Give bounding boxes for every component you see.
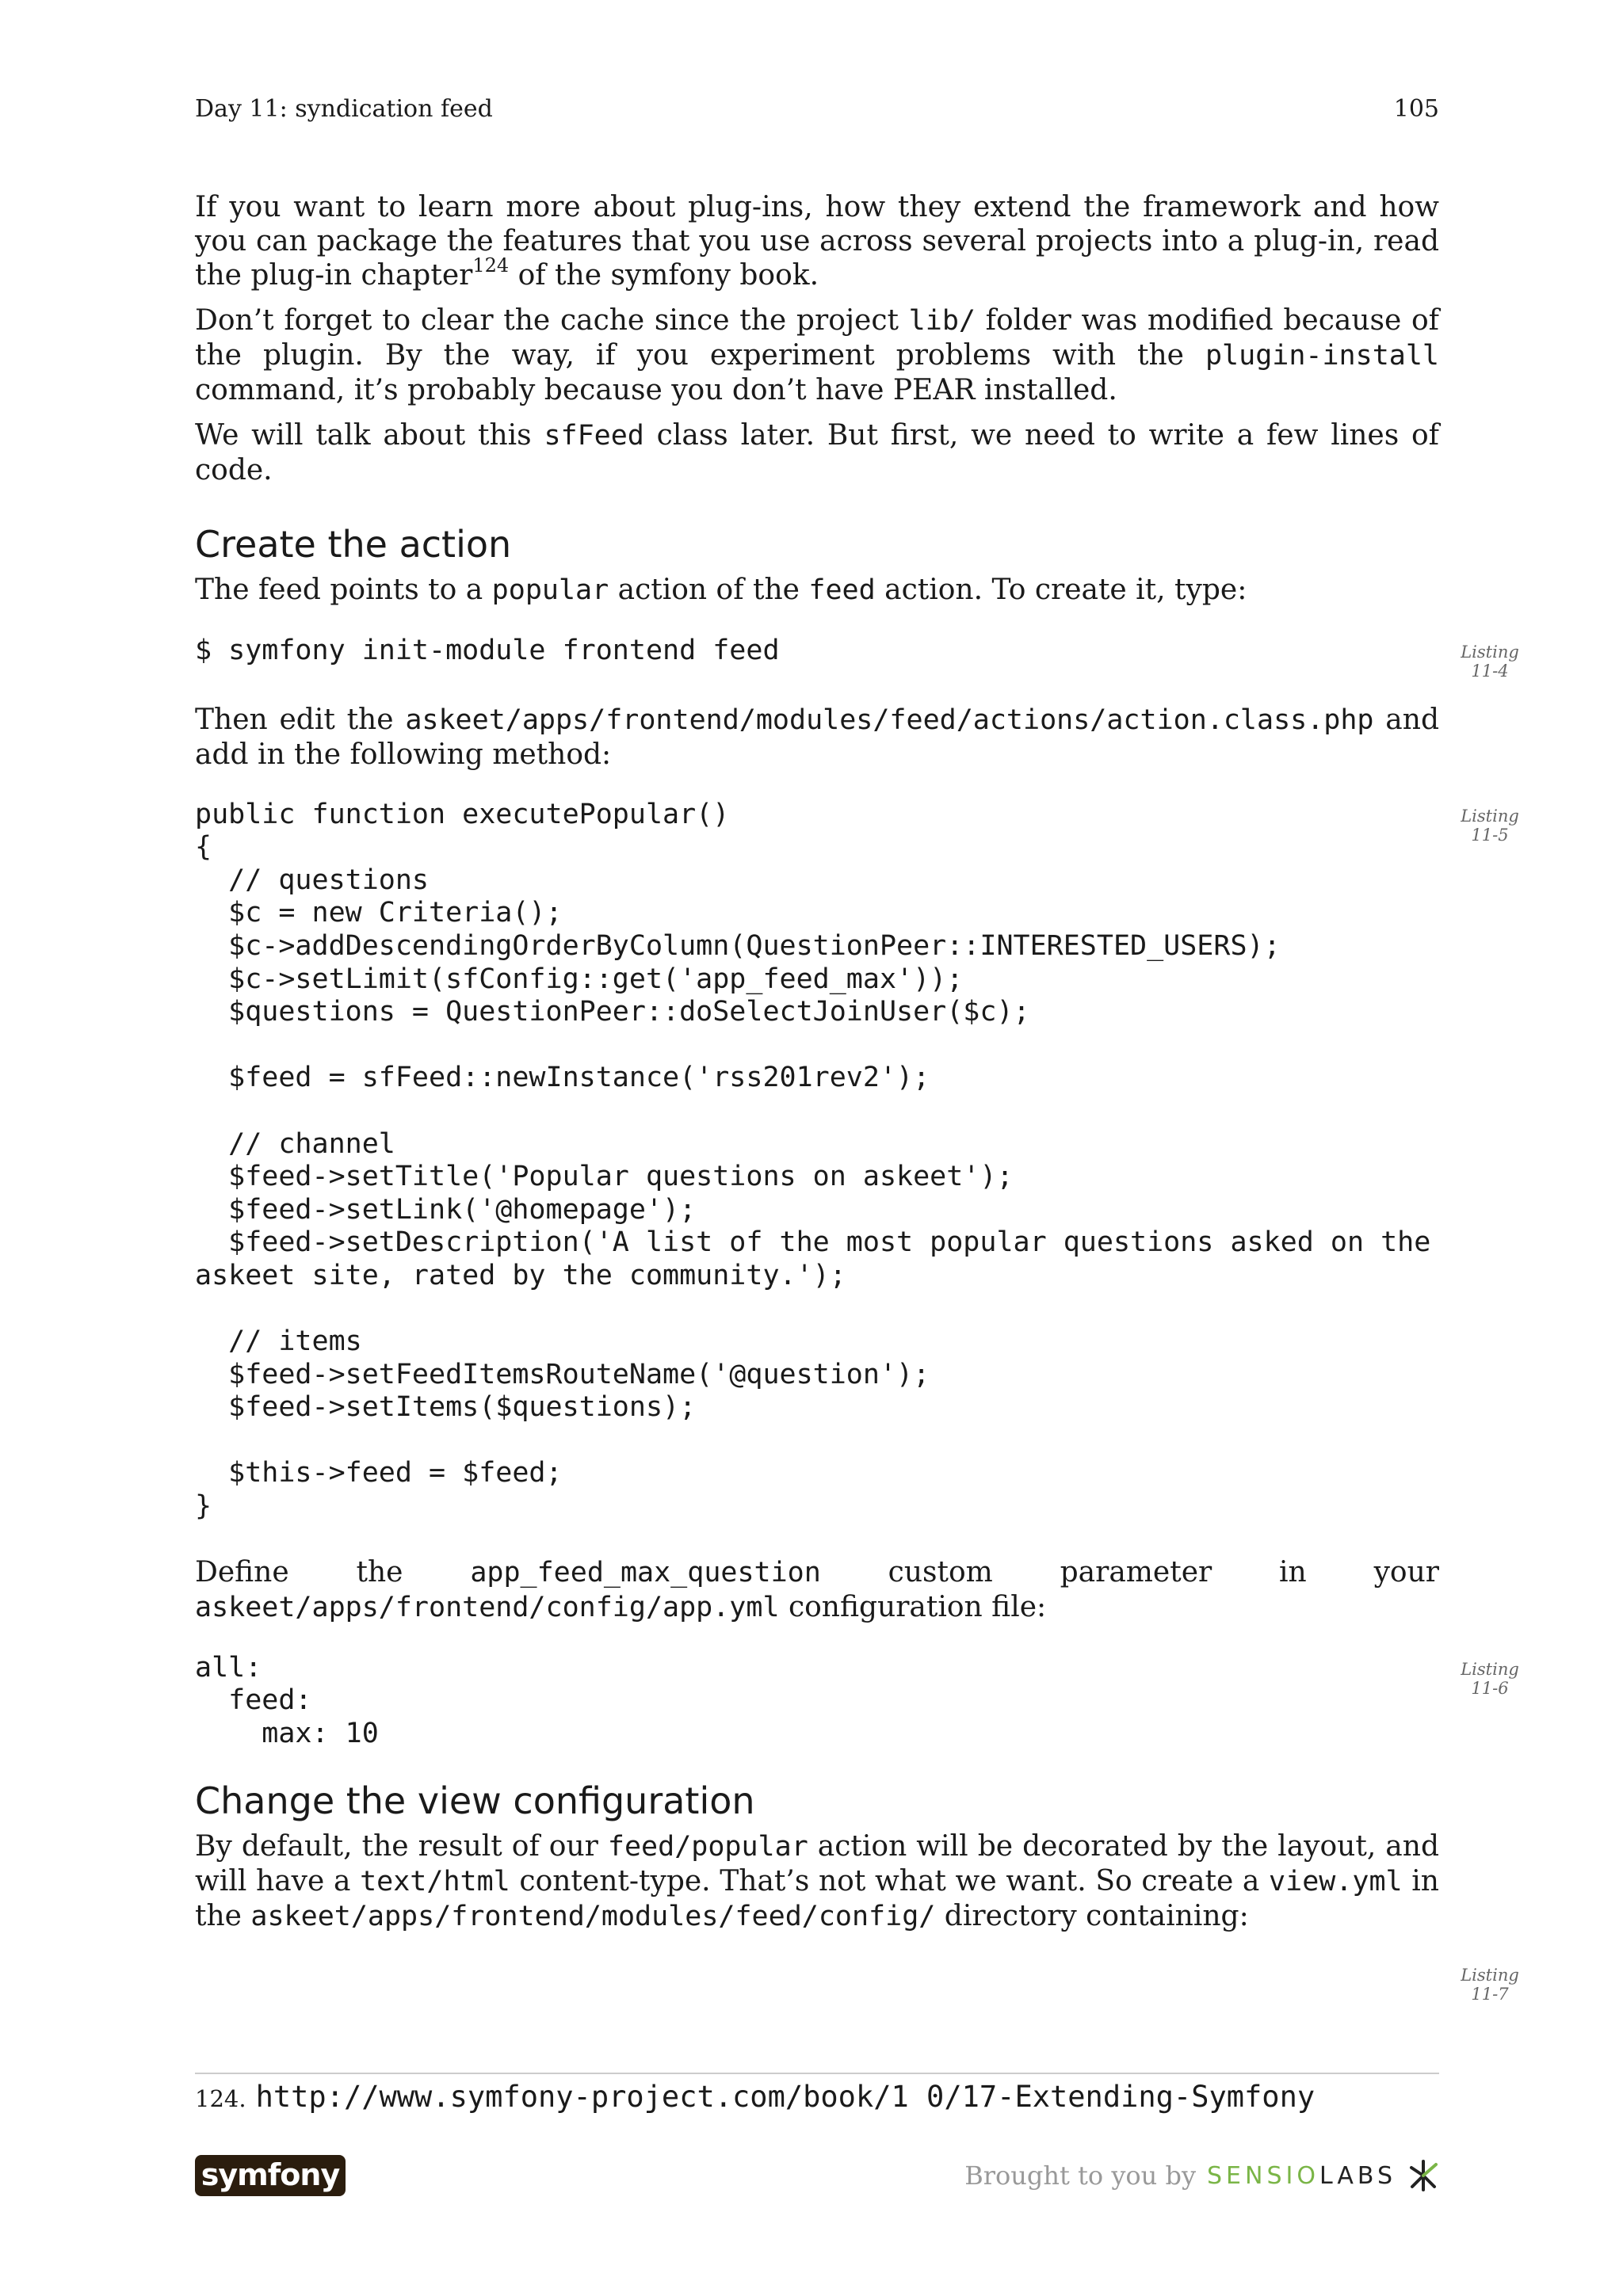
text: Then edit the [195,703,406,736]
listing-number: 11-4 [1471,662,1509,681]
listing-word: Listing [1461,806,1519,826]
text: Don’t forget to clear the cache since the project [195,304,909,337]
listing-11-7 [195,1958,1519,2005]
footnote-number: 124. [195,2085,246,2112]
labs-part: LABS [1319,2161,1396,2190]
text: The feed points to a [195,574,492,606]
paragraph-clear-cache [195,303,1439,407]
footnote-ref[interactable]: 124 [472,254,510,277]
listing-number: 11-6 [1471,1678,1509,1698]
brought-to-you-by [964,2152,1439,2199]
text: action will be decorated by the layout, and will have a [195,1830,1439,1898]
listing-11-4 [195,635,1519,681]
inline-code: app_feed_max_question [470,1556,821,1589]
page-header [195,95,1439,130]
text: By default, the result of our [195,1830,608,1863]
listing-label [1455,1660,1525,1698]
listing-11-5 [195,798,1519,1524]
heading-create-action: Create the action [195,523,512,566]
symfony-logo: symfony [195,2155,346,2196]
text: We will talk about this [195,419,544,452]
paragraph-then-edit [195,703,1439,772]
listing-number: 11-5 [1471,825,1509,845]
text: If you want to learn more about plug-ins, how they extend the framework and how you can package the features that you use across several projects into a plug-in, read the plug-in chapter [195,191,1439,292]
heading-change-view: Change the view configuration [195,1779,755,1823]
page-content [195,190,1519,2005]
inline-code: popular [491,574,609,606]
text: content-type. That’s not what we want. So create a [510,1865,1270,1898]
paragraph-by-default [195,1829,1439,1934]
inline-code: lib/ [908,305,976,337]
listing-word: Listing [1461,1966,1519,1985]
listing-number: 11-7 [1471,1985,1509,2004]
inline-code: sfFeed [544,420,644,452]
inline-code: feed/popular [607,1831,808,1863]
listing-11-6 [195,1651,1519,1751]
footnote [195,2077,1315,2119]
text: action. To create it, type: [875,574,1247,606]
paragraph-sffeed [195,418,1439,487]
listing-word: Listing [1461,1659,1519,1679]
inline-code: text/html [360,1866,510,1898]
text: of the symfony book. [509,259,819,292]
text: in the [195,1865,1439,1933]
page-number: 105 [1393,95,1439,123]
text: class later. But first, we need to write a few lines of code. [195,419,1439,486]
text: and add in the following method: [195,703,1439,771]
inline-code: plugin-install [1205,340,1439,372]
listing-label [1455,643,1525,681]
footnote-link[interactable]: http://www.symfony-project.com/book/1 0/17-Extending-Symfony [255,2080,1316,2114]
text: folder was modified because of the plugin. By the way, if you experiment problems with the [195,304,1439,372]
paragraph-feed-points [195,573,1439,608]
text: directory containing: [935,1900,1249,1933]
paragraph-plugins [195,190,1439,292]
inline-code: feed [808,574,876,606]
inline-code: view.yml [1269,1866,1403,1898]
listing-label [1455,807,1525,845]
code-block: public function executePopular() { // questions $c = new Criteria(); $c->addDescendingOrderByColumn(QuestionPeer::INTERESTED_USERS); $c->setLimit(sfConfig::get('app_feed_max')); $questions = QuestionPeer::doSelectJoinUser($c); $feed = sfFeed::newInstance('rss201rev2'); // channel $feed->setTitle('Popular questions on askeet'); $feed->setLink('@homepage'); $feed->setDescription('A list of the most popular questions asked on the askeet site, rated by the community.'); // items $feed->setFeedItemsRouteName('@question'); $feed->setItems($questions); $this->feed = $feed; } [195,798,1431,1523]
footnote-divider [195,2073,1439,2074]
inline-code: askeet/apps/frontend/config/app.yml [195,1591,780,1623]
text: action of the [609,574,809,606]
paragraph-define [195,1555,1439,1625]
chapter-title: Day 11: syndication feed [195,95,493,123]
inline-code: askeet/apps/frontend/modules/feed/config/ [250,1901,936,1933]
text: configuration file: [779,1590,1047,1623]
inline-code: askeet/apps/frontend/modules/feed/actions/action.class.php [405,704,1374,736]
listing-word: Listing [1461,643,1519,662]
text: Define the [195,1555,471,1589]
sensio-part: SENSIO [1207,2161,1319,2190]
code-block: all: feed: max: 10 [195,1651,379,1749]
listing-label [1455,1966,1525,2004]
code-block: $ symfony init-module frontend feed [195,635,780,666]
brought-by-text: Brought to you by [964,2161,1197,2191]
text: custom parameter in your [820,1555,1439,1589]
sensiolabs-star-icon [1407,2158,1439,2193]
sensiolabs-logo-text [1207,2162,1396,2190]
text: command, it’s probably because you don’t have PEAR installed. [195,374,1117,406]
